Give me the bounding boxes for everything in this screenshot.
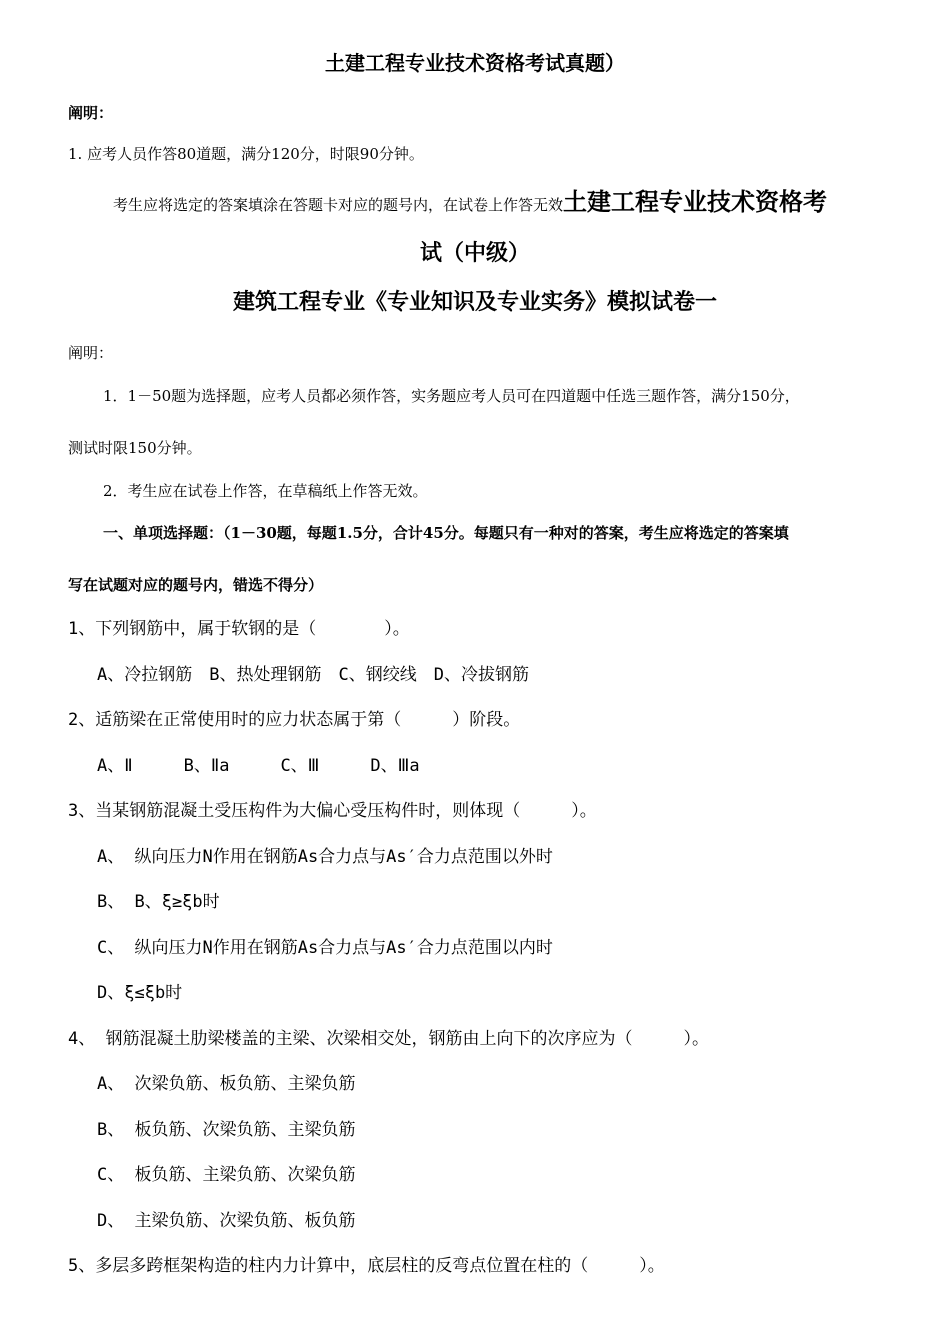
exam-note-1: 1. 应考人员作答80道题，满分120分，时限90分钟。 [68,145,424,163]
paper-subtitle: 建筑工程专业《专业知识及专业实务》模拟试卷一 [232,290,717,315]
section-heading-cont: 写在试题对应的题号内，错选不得分） [68,576,324,594]
question-3-option-d: D、ξ≤ξb时 [97,983,183,1003]
question-2-options: A、Ⅱ B、Ⅱa C、Ⅲ D、Ⅲa [97,756,420,776]
exam-level-title: 土建工程专业技术资格考 [563,188,828,216]
question-4-stem: 4、 钢筋混凝土肋梁楼盖的主梁、次梁相交处，钢筋由上向下的次序应为（ ）。 [68,1029,709,1049]
question-3-stem: 3、当某钢筋混凝土受压构件为大偏心受压构件时，则体现（ ）。 [68,801,597,821]
document-title: 土建工程专业技术资格考试真题） [325,51,625,75]
question-4-option-b: B、 板负筋、次梁负筋、主梁负筋 [97,1120,356,1140]
paper-rule-1-cont: 测试时限150分钟。 [68,439,202,457]
question-5-stem: 5、多层多跨框架构造的柱内力计算中，底层柱的反弯点位置在柱的（ ）。 [68,1256,665,1276]
question-3-option-a: A、 纵向压力N作用在钢筋As合力点与As′合力点范围以外时 [97,847,553,867]
exam-note-2-text: 考生应将选定的答案填涂在答题卡对应的题号内，在试卷上作答无效 [113,196,564,214]
exam-note-2 [113,190,827,214]
paper-rule-2: 2．考生应在试卷上作答，在草稿纸上作答无效。 [103,482,428,500]
question-1-stem: 1、下列钢筋中，属于软钢的是（ ）。 [68,619,410,639]
question-2-stem: 2、适筋梁在正常使用时的应力状态属于第（ ）阶段。 [68,710,521,730]
question-1-options: A、冷拉钢筋 B、热处理钢筋 C、钢绞线 D、冷拔钢筋 [97,665,529,685]
section-heading: 一、单项选择题：（1－30题，每题1.5分，合计45分。每题只有一种对的答案，考生应将选定的答案填 [103,524,789,542]
question-3-option-b: B、 B、ξ≥ξb时 [97,892,220,912]
question-4-option-a: A、 次梁负筋、板负筋、主梁负筋 [97,1074,356,1094]
question-4-option-d: D、 主梁负筋、次梁负筋、板负筋 [97,1211,356,1231]
paper-notice-label: 阐明： [68,344,114,362]
notice-label: 阐明： [68,104,114,122]
question-3-option-c: C、 纵向压力N作用在钢筋As合力点与As′合力点范围以内时 [97,938,553,958]
exam-level-title-cont: 试（中级） [419,241,530,266]
paper-rule-1: 1．1－50题为选择题，应考人员都必须作答，实务题应考人员可在四道题中任选三题作答，满分150分， [103,387,800,405]
question-4-option-c: C、 板负筋、主梁负筋、次梁负筋 [97,1165,356,1185]
